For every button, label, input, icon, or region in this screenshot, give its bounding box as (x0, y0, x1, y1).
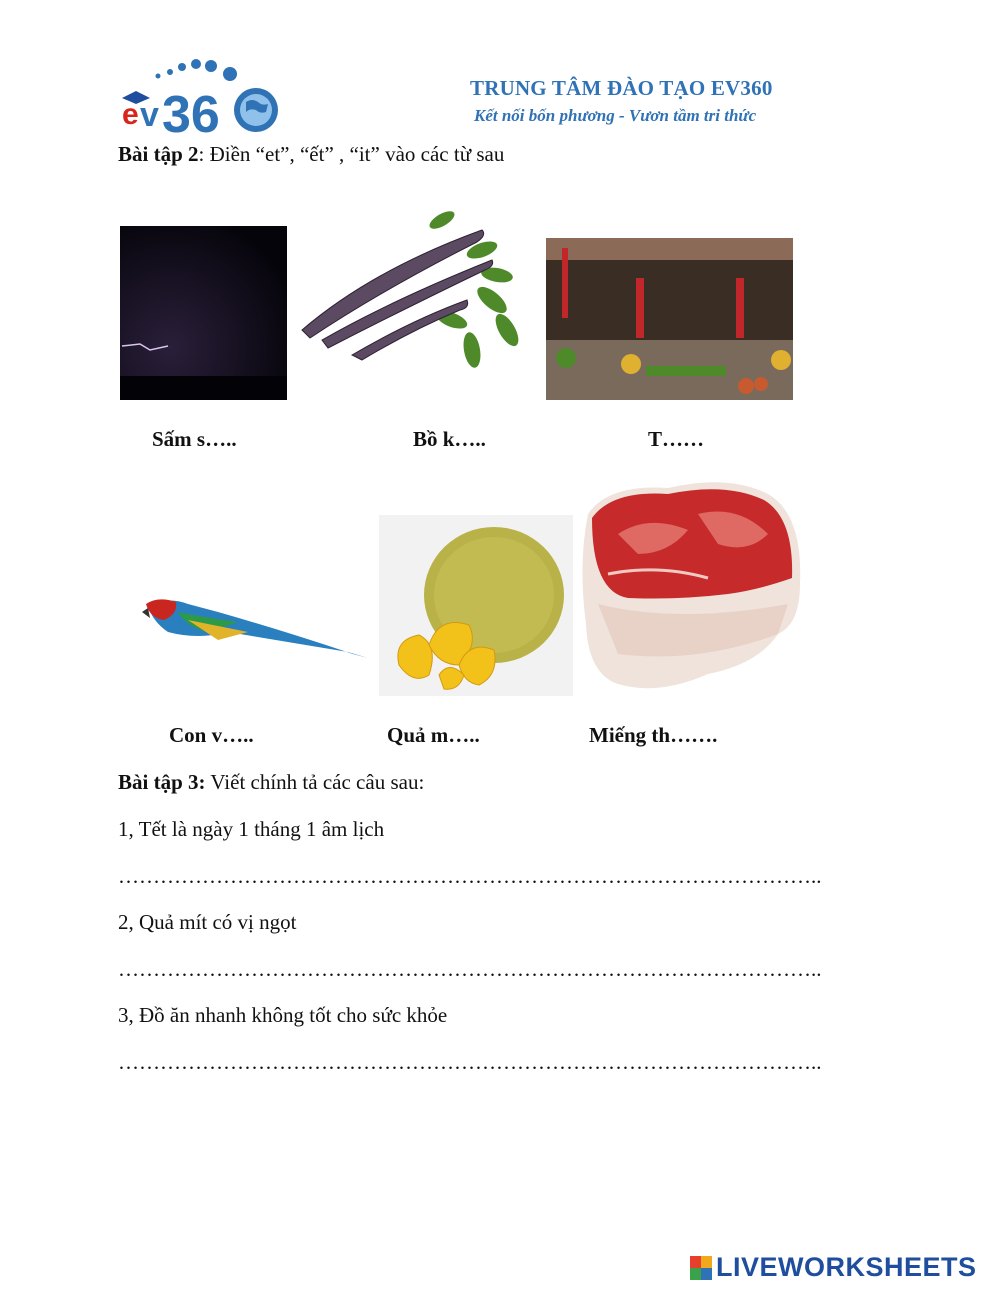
caption-3: T…… (648, 427, 705, 451)
svg-text:36: 36 (162, 86, 220, 138)
tet-market-image (546, 238, 793, 400)
exercise2-instruction: : Điền “et”, “ết” , “it” vào các từ sau (198, 142, 505, 166)
caption-4: Con v….. (169, 723, 254, 747)
tagline: Kết nối bốn phương - Vươn tầm tri thức (474, 106, 757, 125)
ev360-logo (118, 58, 288, 138)
answer-line-2[interactable]: ……………………………………………………………………………………….. (118, 957, 822, 981)
lightning-image (120, 226, 287, 400)
svg-text:v: v (140, 96, 159, 134)
liveworksheets-logo (690, 1252, 977, 1283)
caption-6: Miếng th……. (589, 723, 718, 747)
answer-line-1[interactable]: ……………………………………………………………………………………….. (118, 864, 822, 888)
answer-line-3[interactable]: ……………………………………………………………………………………….. (118, 1050, 822, 1074)
sentence-3: 3, Đồ ăn nhanh không tốt cho sức khỏe (118, 1003, 448, 1027)
exercise3-instruction: Viết chính tả các câu sau: (205, 770, 425, 794)
sentence-1: 1, Tết là ngày 1 tháng 1 âm lịch (118, 817, 385, 841)
beef-image (578, 474, 803, 696)
caption-1: Sấm s….. (152, 427, 237, 451)
exercise2-title (118, 142, 504, 167)
soap-pod-image (292, 190, 532, 390)
parrot-image (138, 592, 378, 662)
exercise3-title (118, 770, 424, 795)
center-name: TRUNG TÂM ĐÀO TẠO EV360 (470, 76, 773, 100)
caption-5: Quả m….. (387, 723, 480, 747)
logo-e: e (122, 98, 139, 131)
jackfruit-image (379, 515, 573, 696)
liveworksheets-badge-icon (690, 1256, 712, 1280)
caption-2: Bồ k….. (413, 427, 486, 451)
sentence-2: 2, Quả mít có vị ngọt (118, 910, 297, 934)
exercise2-label: Bài tập 2 (118, 142, 199, 166)
exercise3-label: Bài tập 3: (118, 770, 206, 794)
liveworksheets-brand: LIVEWORKSHEETS (716, 1252, 977, 1282)
